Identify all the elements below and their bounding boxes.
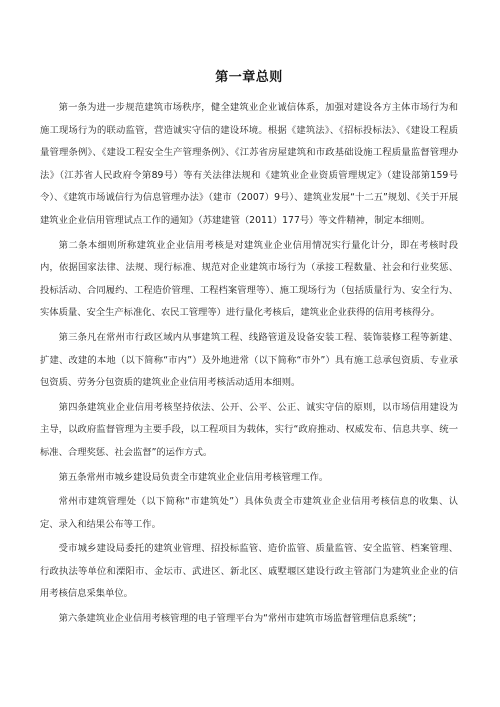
chapter-title: 第一章总则	[215, 70, 283, 85]
paragraph-article-3: 第三条凡在常州市行政区域内从事建筑工程、线路管道及设备安装工程、装饰装修工程等新建、扩建、改建的本地（以下简称“市内”）及外地进常（以下简称“市外”）具有施工总承包资质、专业承包资质、劳务分包资质的建筑业企业信用考核活动适用本细则。	[40, 331, 458, 389]
paragraph-article-5-sub-1: 常州市建筑管理处（以下简称“市建筑处”）具体负责全市建筑业企业信用考核信息的收集、认定、录入和结果公布等工作。	[40, 496, 458, 530]
paragraph-article-5: 第五条常州市城乡建设局负责全市建筑业企业信用考核管理工作。	[58, 471, 329, 483]
paragraph-article-4: 第四条建筑业企业信用考核坚持依法、公开、公平、公正、诚实守信的原则，以市场信用建设为主导，以政府监督管理为主要手段，以工程项目为载体，实行“政府推动、权威发布、信息共享、统一标准、合理奖惩、社会监督”的运作方式。	[40, 401, 458, 458]
paragraph-article-2: 第二条本细则所称建筑业企业信用考核是对建筑业企业信用情况实行量化计分，即在考核时段内，依据国家法律、法规、现行标准、规范对企业建筑市场行为（承接工程数量、社会和行业奖惩、投标活动、合同履约、工程造价管理、工程档案管理等）、施工现场行为（包括质量行为、安全行为、实体质量、安全生产标准化、农民工管理等）进行量化考核后，建筑业企业获得的信用考核得分。	[40, 239, 458, 319]
paragraph-article-5-sub-2: 受市城乡建设局委托的建筑业管理、招投标监管、造价监管、质量监管、安全监管、档案管理、行政执法等单位和溧阳市、金坛市、武进区、新北区、戚墅堰区建设行政主管部门为建筑业企业的信用考核信息采集单位。	[40, 543, 458, 600]
paragraph-article-1: 第一条为进一步规范建筑市场秩序，健全建筑业企业诚信体系，加强对建设各方主体市场行为和施工现场行为的联动监管，营造诚实守信的建设环境。根据《建筑法》、《招标投标法》、《建设工程质量管理条例》、《建设工程安全生产管理条例》、《江苏省房屋建筑和市政基础设施工程质量监督管理办法》（江苏省人民政府令第89号）等有关法律法规和《建筑业企业资质管理规定》（建设部第159号令）、《建筑市场诚信行为信息管理办法》（建市（2007）9号）、建筑业发展“十二五”规划、《关于开展建筑业企业信用管理试点工作的通知》（苏建建管（2011）177号）等文件精神，制定本细则。	[40, 102, 458, 226]
paragraph-article-6: 第六条建筑业企业信用考核管理的电子管理平台为“常州市建筑市场监督管理信息系统”；	[58, 613, 422, 625]
